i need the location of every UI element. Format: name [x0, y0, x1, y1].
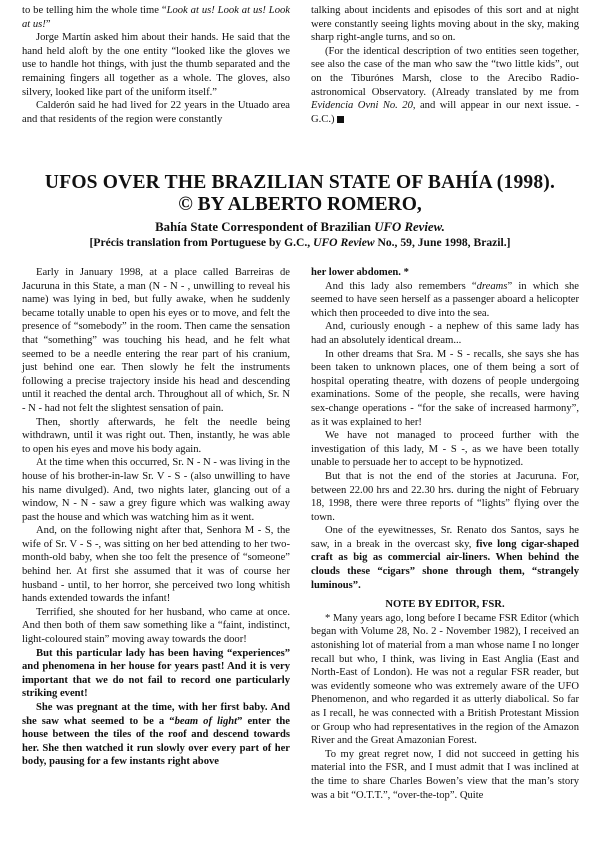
text: One of the eyewitnesses, Sr. Renato dos Santos, says he saw, in a break in the overcast sky,: [311, 525, 579, 550]
paragraph: To my great regret now, I did not succeed in getting his material into the FSR, and I must admit that I was inclined at the time to share Charles Bowen’s view that the man’s story was a bit “O.T.T.”, “over-the-top”. Quite: [311, 748, 579, 801]
paragraph: [22, 4, 290, 31]
translation-note: [0, 236, 600, 250]
paragraph: her lower abdomen. *: [311, 267, 409, 278]
emphasis-text: beam of light: [174, 715, 238, 727]
text: , and will appear in our next issue. -G.C.): [311, 100, 579, 125]
article-title: UFOS OVER THE BRAZILIAN STATE OF BAHÍA (1998).: [44, 172, 556, 193]
top-right-column: [311, 4, 579, 126]
article-byline: © BY ALBERTO ROMERO,: [178, 194, 422, 215]
paragraph: Terrified, she shouted for her husband, who came at once. And then both of them saw something like a “faint, indistinct, light-coloured stain” moving away towards the door!: [22, 606, 290, 646]
quote-text: Look at us! Look at us! Look at us!: [22, 5, 290, 30]
top-left-column: [22, 4, 290, 126]
text: [Précis translation from Portuguese by G.C.,: [89, 236, 314, 249]
text: ” enter the house between the tiles of the roof and descend towards her. She then watched it run slowly over every part of her body, pausing for a few instants right above: [22, 715, 290, 768]
paragraph: And, on the following night after that, Senhora M - S, the wife of Sr. V - S -, was sitting on her bed attending to her two-month-old baby, when she too felt the presence of “someone” behind her. At first she assumed that it was of course her husband - until, to her horror, she perceived two long whitish hands extended towards the infant!: [22, 525, 290, 605]
paragraph: Calderón said he had lived for 22 years in the Utuado area and that residents of the region were constantly: [22, 100, 290, 125]
paragraph: Jorge Martín asked him about their hands. He said that the hand held aloft by the one entity “looked like the gloves we use to handle hot things, with just the thumb separated and the remaining fingers all together as a whole. The gloves, also silvery, looked like part of the uniform itself.”: [22, 32, 290, 98]
paragraph: We have not managed to proceed further with the investigation of this lady, M - S -, as we have been totally unable to persuade her to accept to be hypnotized.: [311, 430, 579, 469]
article-affiliation: [0, 220, 600, 235]
paragraph: Early in January 1998, at a place called Barreiras de Jacuruna in this State, a man (N - N - , unwilling to reveal his name) was lying in bed, but fully awake, when he suddenly became totally unable to open his eyes or to move, and felt the presence of “somebody” in the room. Then came the sensation that “something” was touching his head, and he felt what seemed to be a needle entering the rear part of his cranium, just behind one ear. Then slowly he felt the instruments following a precise trajectory inside his head and descending until it reached the dental arch. Throughout all of which, Sr. N - N - had not felt the slightest sensation of pain.: [22, 267, 290, 414]
publication-name: UFO Review: [313, 236, 375, 249]
paragraph: And, curiously enough - a nephew of this same lady has had an absolutely identical dream...: [311, 321, 579, 346]
text: ” in which she seemed to have seen herself as a passenger aboard a helicopter which then proceeded to dive into the sea.: [311, 280, 579, 319]
paragraph: [311, 524, 579, 592]
text: ”: [45, 18, 51, 30]
emphasis-text: dreams: [476, 280, 508, 292]
paragraph: * Many years ago, long before I became FSR Editor (which began with Volume 28, No. 2 - November 1982), I received an astonishing lot of material from a man whose name I no longer recall but who, I think, was living in East Anglia (East and North-East of London). He was not a regular FSR reader, but was evidently someone who was extremely aware of the UFO Phenomenon, and who regarded it as utterly diabolical. So far as I recall, he was connected with a British Protestant Mission or Group who had representatives in the region of the Amazon River and the Great Amazonian Forest.: [311, 612, 579, 747]
paragraph: In other dreams that Sra. M - S - recalls, she says she has been taken to unknown places, one of them being a sort of hospital operating theatre, with dozens of people undergoing examinations. Some of the people, she recalls, were having sex-change operations - “for the sake of increased harmony”, as it was explained to her!: [311, 348, 579, 428]
paragraph: [22, 701, 290, 769]
text: to be telling him the whole time “: [22, 5, 167, 16]
text: (For the identical description of two entities seen together, see also the case of the man who saw the “two little kids”, out on the Tiburónes Marsh, close to the Arecibo Radio-astronomical Observatory. (Already translated by me from: [311, 45, 579, 98]
bottom-right-column: [311, 266, 579, 802]
text: No., 59, June 1998, Brazil.]: [374, 236, 511, 249]
text: Bahía State Correspondent of Brazilian: [155, 220, 375, 234]
paragraph: [311, 280, 579, 321]
end-mark-icon: [337, 116, 344, 123]
text: She was pregnant at the time, with her first baby. And she saw what seemed to be a “: [22, 702, 290, 727]
paragraph: But this particular lady has been having “experiences” and phenomena in her house for years past! And it is very important that we do not fail to record one particularly striking event!: [22, 647, 290, 700]
paragraph: [311, 45, 579, 127]
publication-name: UFO Review.: [374, 220, 445, 234]
text: And this lady also remembers “: [325, 280, 477, 292]
source-title: Evidencia Ovni No. 20: [311, 100, 413, 112]
paragraph: Then, shortly afterwards, he felt the needle being withdrawn, until it was right out. Then, instantly, he was able to open his eyes and move his body again.: [22, 416, 290, 455]
paragraph: But that is not the end of the stories at Jacuruna. For, between 22.00 hrs and 22.30 hrs. during the night of February 18, 1998, there were three reports of “lights” flying over the town.: [311, 470, 579, 523]
emphasis-text: five long cigar-shaped craft as big as commercial air-liners. When behind the clouds these “cigars” shone through them, “strangely luminous”.: [311, 538, 579, 591]
paragraph: At the time when this occurred, Sr. N - N - was living in the house of his brother-in-law Sr. V - S - (also unwilling to have his name divulged). And, two nights later, glancing out of a window, N - N - saw a grey figure which was walking away past the house and which was watching him as it went.: [22, 457, 290, 523]
bottom-left-column: [22, 266, 290, 769]
note-title: NOTE BY EDITOR, FSR.: [385, 599, 505, 611]
paragraph: talking about incidents and episodes of this sort and at night were constantly seeing lights moving about in the sky, making sharp right-angle turns, and so on.: [311, 5, 579, 44]
